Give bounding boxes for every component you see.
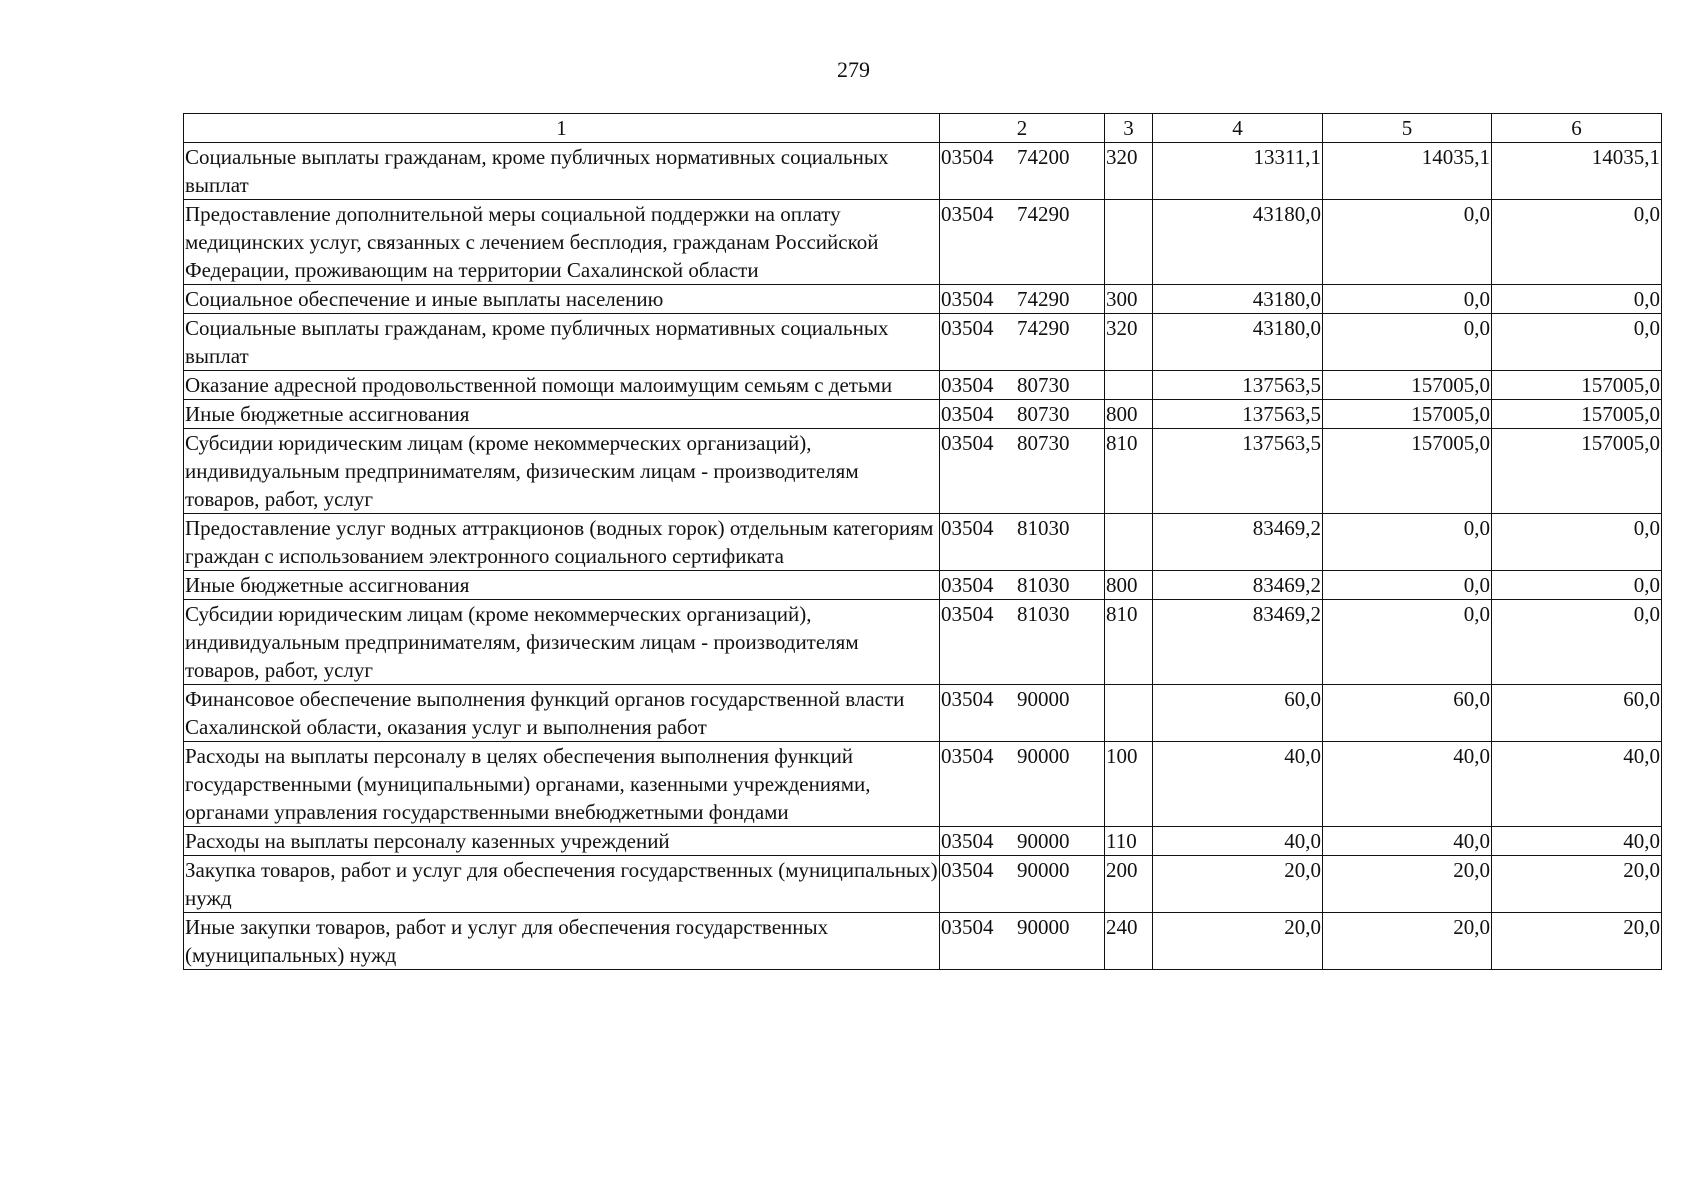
row-value-col6: 0,0: [1492, 285, 1662, 314]
row-value-col4: 20,0: [1153, 913, 1323, 970]
row-value-col5: 157005,0: [1323, 371, 1492, 400]
row-code: [940, 314, 1105, 371]
row-expense-type: 810: [1105, 429, 1153, 514]
row-description: Иные бюджетные ассигнования: [184, 400, 940, 429]
row-value-col5: 40,0: [1323, 742, 1492, 827]
table-row: [184, 571, 1662, 600]
column-header-2: 2: [940, 114, 1105, 143]
row-value-col5: 0,0: [1323, 314, 1492, 371]
row-value-col5: 20,0: [1323, 856, 1492, 913]
table-row: [184, 314, 1662, 371]
row-expense-type: 810: [1105, 600, 1153, 685]
table-row: [184, 400, 1662, 429]
program-code: 03504: [941, 431, 994, 455]
row-value-col5: 20,0: [1323, 913, 1492, 970]
row-description: Субсидии юридическим лицам (кроме некоммерческих организаций), индивидуальным предпринимателям, физическим лицам - производителям товаров, работ, услуг: [184, 429, 940, 514]
row-value-col4: 137563,5: [1153, 371, 1323, 400]
table-row: [184, 143, 1662, 200]
program-code: 03504: [941, 829, 994, 853]
row-expense-type: [1105, 514, 1153, 571]
row-description: Оказание адресной продовольственной помощи малоимущим семьям с детьми: [184, 371, 940, 400]
row-expense-type: 200: [1105, 856, 1153, 913]
program-code: 03504: [941, 573, 994, 597]
row-expense-type: 100: [1105, 742, 1153, 827]
row-value-col6: 0,0: [1492, 600, 1662, 685]
row-value-col4: 43180,0: [1153, 314, 1323, 371]
program-code: 03504: [941, 373, 994, 397]
row-value-col4: 20,0: [1153, 856, 1323, 913]
row-code: [940, 571, 1105, 600]
row-value-col4: 60,0: [1153, 685, 1323, 742]
row-value-col6: 20,0: [1492, 913, 1662, 970]
row-code: [940, 742, 1105, 827]
row-value-col4: 83469,2: [1153, 571, 1323, 600]
row-value-col5: 0,0: [1323, 285, 1492, 314]
row-value-col5: 14035,1: [1323, 143, 1492, 200]
table-row: [184, 285, 1662, 314]
row-expense-type: 320: [1105, 143, 1153, 200]
row-value-col5: 60,0: [1323, 685, 1492, 742]
direction-code: 80730: [1017, 373, 1070, 397]
row-code: [940, 913, 1105, 970]
row-value-col4: 43180,0: [1153, 200, 1323, 285]
row-value-col6: 14035,1: [1492, 143, 1662, 200]
table-row: [184, 514, 1662, 571]
row-description: Социальные выплаты гражданам, кроме публичных нормативных социальных выплат: [184, 143, 940, 200]
program-code: 03504: [941, 287, 994, 311]
program-code: 03504: [941, 516, 994, 540]
table-row: [184, 685, 1662, 742]
row-value-col6: 0,0: [1492, 200, 1662, 285]
row-code: [940, 400, 1105, 429]
row-value-col6: 157005,0: [1492, 400, 1662, 429]
row-description: Предоставление услуг водных аттракционов (водных горок) отдельным категориям граждан с использованием электронного социального сертификата: [184, 514, 940, 571]
row-value-col6: 40,0: [1492, 827, 1662, 856]
direction-code: 74290: [1017, 287, 1070, 311]
row-expense-type: 320: [1105, 314, 1153, 371]
column-header-5: 5: [1323, 114, 1492, 143]
row-code: [940, 143, 1105, 200]
row-value-col4: 137563,5: [1153, 400, 1323, 429]
column-header-6: 6: [1492, 114, 1662, 143]
column-header-3: 3: [1105, 114, 1153, 143]
direction-code: 74290: [1017, 202, 1070, 226]
row-value-col5: 0,0: [1323, 571, 1492, 600]
row-description: Иные закупки товаров, работ и услуг для обеспечения государственных (муниципальных) нужд: [184, 913, 940, 970]
program-code: 03504: [941, 202, 994, 226]
row-value-col4: 83469,2: [1153, 600, 1323, 685]
budget-table: [183, 113, 1662, 970]
table-row: [184, 429, 1662, 514]
direction-code: 90000: [1017, 915, 1070, 939]
direction-code: 90000: [1017, 858, 1070, 882]
row-code: [940, 856, 1105, 913]
direction-code: 80730: [1017, 402, 1070, 426]
row-value-col6: 157005,0: [1492, 429, 1662, 514]
direction-code: 90000: [1017, 744, 1070, 768]
direction-code: 74200: [1017, 145, 1070, 169]
row-description: Предоставление дополнительной меры социальной поддержки на оплату медицинских услуг, связанных с лечением бесплодия, гражданам Российской Федерации, проживающим на территории Сахалинской области: [184, 200, 940, 285]
program-code: 03504: [941, 915, 994, 939]
row-value-col6: 20,0: [1492, 856, 1662, 913]
column-header-4: 4: [1153, 114, 1323, 143]
table-row: [184, 913, 1662, 970]
row-expense-type: 300: [1105, 285, 1153, 314]
row-description: Расходы на выплаты персоналу в целях обеспечения выполнения функций государственными (муниципальными) органами, казенными учреждениями, органами управления государственными внебюджетными фондами: [184, 742, 940, 827]
row-description: Расходы на выплаты персоналу казенных учреждений: [184, 827, 940, 856]
row-value-col4: 43180,0: [1153, 285, 1323, 314]
row-description: Финансовое обеспечение выполнения функций органов государственной власти Сахалинской области, оказания услуг и выполнения работ: [184, 685, 940, 742]
row-code: [940, 685, 1105, 742]
row-value-col4: 83469,2: [1153, 514, 1323, 571]
row-code: [940, 827, 1105, 856]
table-body: [184, 143, 1662, 970]
direction-code: 81030: [1017, 602, 1070, 626]
row-code: [940, 200, 1105, 285]
row-value-col5: 157005,0: [1323, 400, 1492, 429]
row-expense-type: 800: [1105, 571, 1153, 600]
page-number: 279: [837, 57, 870, 82]
direction-code: 90000: [1017, 829, 1070, 853]
program-code: 03504: [941, 744, 994, 768]
row-value-col6: 0,0: [1492, 314, 1662, 371]
table-row: [184, 827, 1662, 856]
row-description: Социальные выплаты гражданам, кроме публичных нормативных социальных выплат: [184, 314, 940, 371]
program-code: 03504: [941, 602, 994, 626]
row-description: Социальное обеспечение и иные выплаты населению: [184, 285, 940, 314]
row-value-col4: 40,0: [1153, 827, 1323, 856]
row-expense-type: [1105, 685, 1153, 742]
program-code: 03504: [941, 687, 994, 711]
row-value-col5: 0,0: [1323, 200, 1492, 285]
table-row: [184, 371, 1662, 400]
row-expense-type: [1105, 371, 1153, 400]
row-value-col5: 0,0: [1323, 514, 1492, 571]
row-expense-type: 800: [1105, 400, 1153, 429]
table-row: [184, 200, 1662, 285]
row-code: [940, 371, 1105, 400]
direction-code: 81030: [1017, 516, 1070, 540]
row-value-col4: 137563,5: [1153, 429, 1323, 514]
row-code: [940, 600, 1105, 685]
row-code: [940, 514, 1105, 571]
row-description: Закупка товаров, работ и услуг для обеспечения государственных (муниципальных) нужд: [184, 856, 940, 913]
row-value-col6: 40,0: [1492, 742, 1662, 827]
row-expense-type: 110: [1105, 827, 1153, 856]
program-code: 03504: [941, 402, 994, 426]
row-value-col6: 0,0: [1492, 571, 1662, 600]
row-value-col5: 157005,0: [1323, 429, 1492, 514]
direction-code: 74290: [1017, 316, 1070, 340]
row-value-col4: 40,0: [1153, 742, 1323, 827]
header-row: [184, 114, 1662, 143]
table-row: [184, 600, 1662, 685]
row-code: [940, 429, 1105, 514]
direction-code: 80730: [1017, 431, 1070, 455]
row-value-col5: 0,0: [1323, 600, 1492, 685]
row-value-col5: 40,0: [1323, 827, 1492, 856]
row-value-col6: 157005,0: [1492, 371, 1662, 400]
program-code: 03504: [941, 858, 994, 882]
row-value-col4: 13311,1: [1153, 143, 1323, 200]
row-description: Субсидии юридическим лицам (кроме некоммерческих организаций), индивидуальным предпринимателям, физическим лицам - производителям товаров, работ, услуг: [184, 600, 940, 685]
row-description: Иные бюджетные ассигнования: [184, 571, 940, 600]
row-value-col6: 60,0: [1492, 685, 1662, 742]
direction-code: 90000: [1017, 687, 1070, 711]
column-header-1: 1: [184, 114, 940, 143]
program-code: 03504: [941, 316, 994, 340]
program-code: 03504: [941, 145, 994, 169]
row-expense-type: 240: [1105, 913, 1153, 970]
row-value-col6: 0,0: [1492, 514, 1662, 571]
row-expense-type: [1105, 200, 1153, 285]
table-row: [184, 856, 1662, 913]
direction-code: 81030: [1017, 573, 1070, 597]
row-code: [940, 285, 1105, 314]
table-row: [184, 742, 1662, 827]
